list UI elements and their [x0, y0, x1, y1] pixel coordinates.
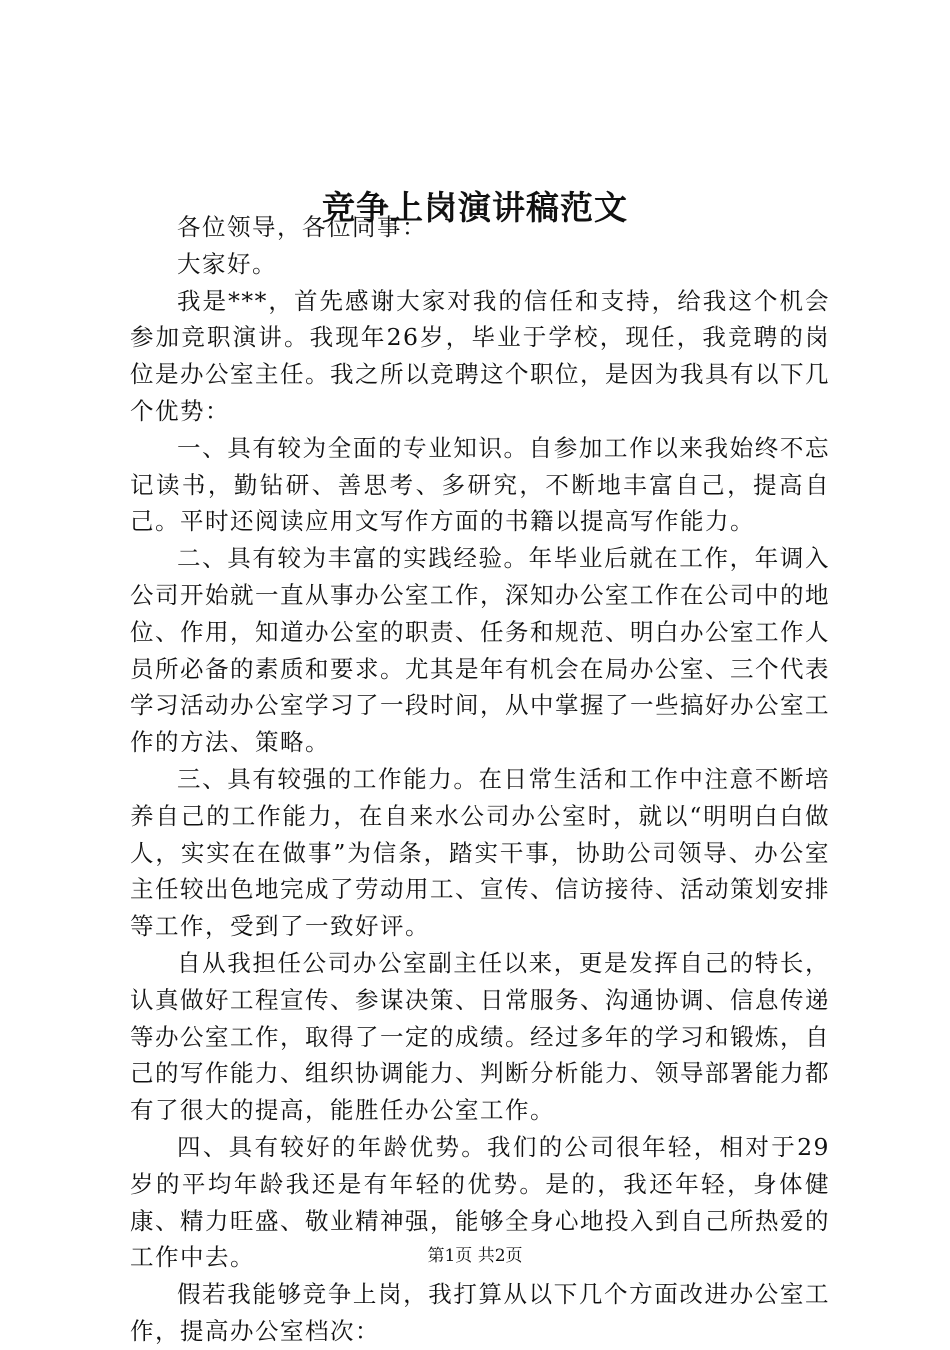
document-body	[130, 209, 830, 1350]
paragraph-plan-intro: 假若我能够竞争上岗，我打算从以下几个方面改进办公室工作，提高办公室档次：	[130, 1280, 830, 1345]
document-title: 竞争上岗演讲稿范文	[322, 188, 628, 227]
paragraph-experience: 自从我担任公司办公室副主任以来，更是发挥自己的特长，认真做好工程宣传、参谋决策、日常服务、沟通协调、信息传递等办公室工作，取得了一定的成绩。经过多年的学习和锻炼，自己的写作能力、组织协调能力、判断分析能力、领导部署能力都有了很大的提高，能胜任办公室工作。	[130, 948, 830, 1125]
paragraph-introduction: 我是***，首先感谢大家对我的信任和支持，给我这个机会参加竞职演讲。我现年26岁，毕业于学校，现任，我竞聘的岗位是办公室主任。我之所以竞聘这个职位，是因为我具有以下几个优势：	[130, 286, 830, 425]
page-number-footer: 第1页 共2页	[427, 1246, 523, 1266]
paragraph-greeting: 大家好。	[177, 249, 277, 278]
paragraph-advantage-2: 二、具有较为丰富的实践经验。年毕业后就在工作，年调入公司开始就一直从事办公室工作，深知办公室工作在公司中的地位、作用，知道办公室的职责、任务和规范、明白办公室工作人员所必备的素质和要求。尤其是年有机会在局办公室、三个代表学习活动办公室学习了一段时间，从中掌握了一些搞好办公室工作的方法、策略。	[130, 544, 830, 757]
paragraph-salutation: 各位领导，各位同事：	[177, 213, 427, 241]
paragraph-advantage-4: 四、具有较好的年龄优势。我们的公司很年轻，相对于29岁的平均年龄我还是有年轻的优势。是的，我还年轻，身体健康、精力旺盛、敬业精神强，能够全身心地投入到自己所热爱的工作中去。	[130, 1132, 830, 1272]
paragraph-advantage-1: 一、具有较为全面的专业知识。自参加工作以来我始终不忘记读书，勤钻研、善思考、多研究，不断地丰富自己，提高自己。平时还阅读应用文写作方面的书籍以提高写作能力。	[130, 433, 830, 536]
paragraph-advantage-3: 三、具有较强的工作能力。在日常生活和工作中注意不断培养自己的工作能力，在自来水公司办公室时，就以“明明白白做人，实实在在做事”为信条，踏实干事，协助公司领导、办公室主任较出色地完成了劳动用工、宣传、信访接待、活动策划安排等工作，受到了一致好评。	[130, 764, 830, 941]
